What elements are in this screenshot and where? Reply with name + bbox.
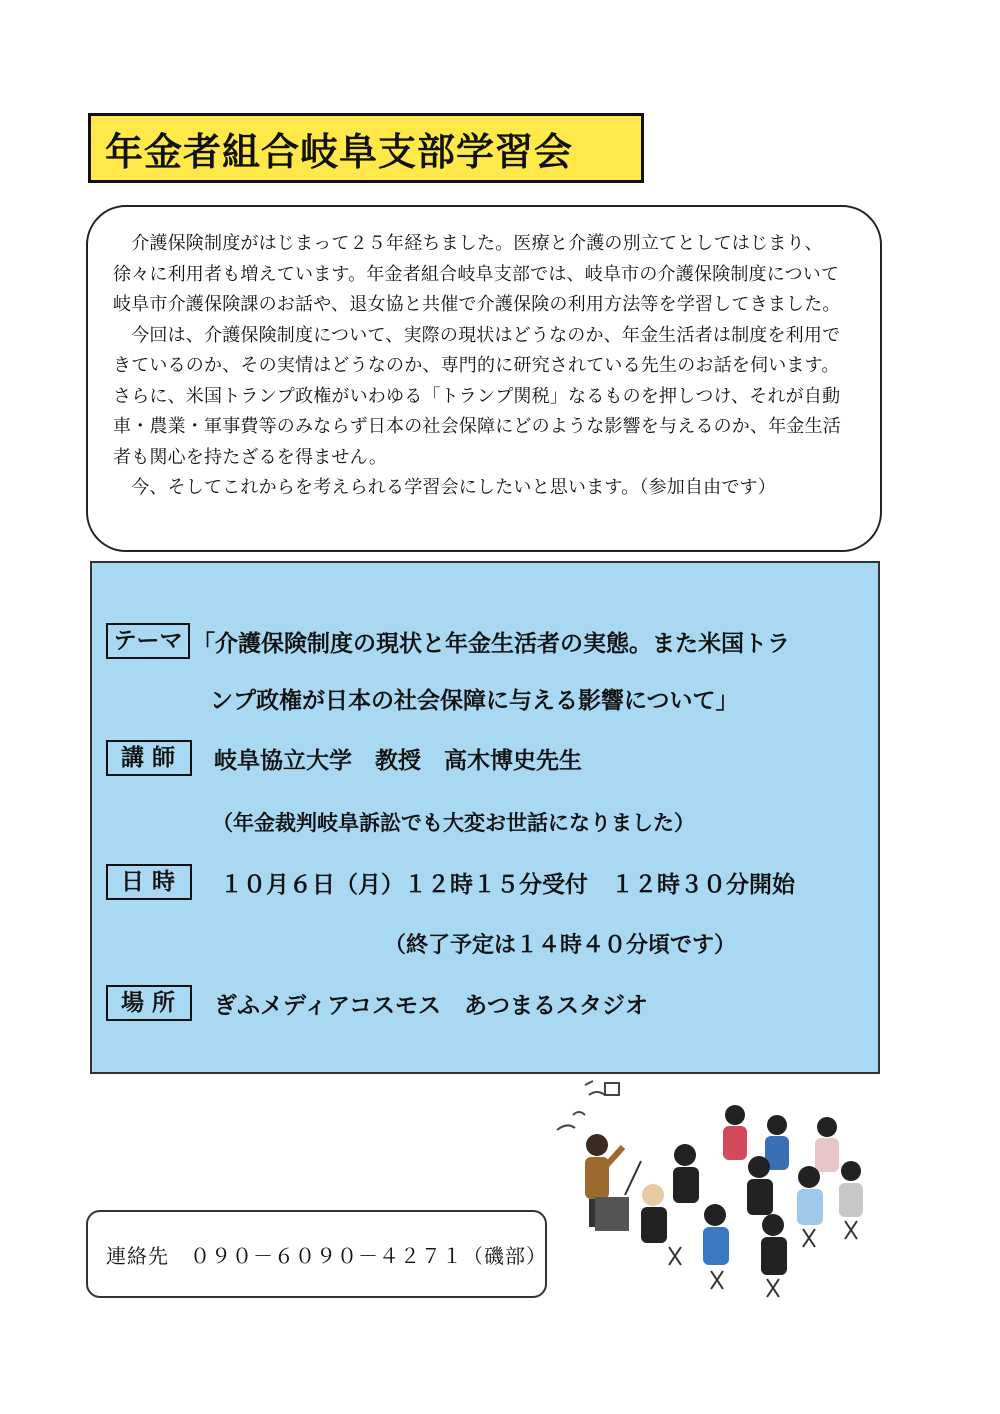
datetime-note: （終了予定は１４時４０分頃です） <box>384 933 737 958</box>
datetime-label: 日時 <box>106 864 192 900</box>
intro-paragraph-1: 介護保険制度がはじまって２５年経ちました。医療と介護の別立てとしてはじまり、徐々に利用者も増えています。年金者組合岐阜支部では、岐阜市の介護保険制度について岐阜市介護保険課のお話や、退女協と共催で介護保険の利用方法等を学習してきました。 <box>113 233 841 315</box>
theme-line-2: ンプ政権が日本の社会保障に与える影響について」 <box>210 688 739 714</box>
datetime-value: １０月６日（月）１２時１５分受付 １２時３０分開始 <box>220 871 795 898</box>
intro-paragraph-2: 今回は、介護保険制度について、実際の現状はどうなのか、年金生活者は制度を利用できているのか、その実情はどうなのか、専門的に研究されている先生のお話を伺います。さらに、米国トランプ政権がいわゆる「トランプ関税」なるものを押しつけ、それが自動車・農業・軍事費等のみならず日本の社会保障にどのような影響を与えるのか、年金生活者も関心を持たざるを得ません。 <box>113 324 841 468</box>
page-title: 年金者組合岐阜支部学習会 <box>88 113 644 183</box>
lecturer-note: （年金裁判岐阜訴訟でも大変お世話になりました） <box>212 811 695 835</box>
place-value: ぎふメディアコスモス あつまるスタジオ <box>214 992 649 1019</box>
seminar-illustration <box>545 1075 890 1300</box>
theme-line-1: 「介護保険制度の現状と年金生活者の実態。また米国トラ <box>192 630 790 657</box>
datetime-row <box>106 864 795 900</box>
theme-label: テーマ <box>106 623 190 659</box>
lecturer-row <box>106 740 582 776</box>
theme-row <box>106 623 790 659</box>
place-row <box>106 985 648 1021</box>
contact-box: 連絡先 ０９０－６０９０－４２７１（磯部） <box>86 1210 547 1298</box>
event-info-box <box>90 561 880 1074</box>
lecturer-label: 講師 <box>106 740 192 776</box>
intro-box <box>86 205 882 552</box>
lecturer-value: 岐阜協立大学 教授 高木博史先生 <box>214 747 582 774</box>
place-label: 場所 <box>106 985 192 1021</box>
intro-paragraph-3: 今、そしてこれからを考えられる学習会にしたいと思います。（参加自由です） <box>113 477 776 498</box>
